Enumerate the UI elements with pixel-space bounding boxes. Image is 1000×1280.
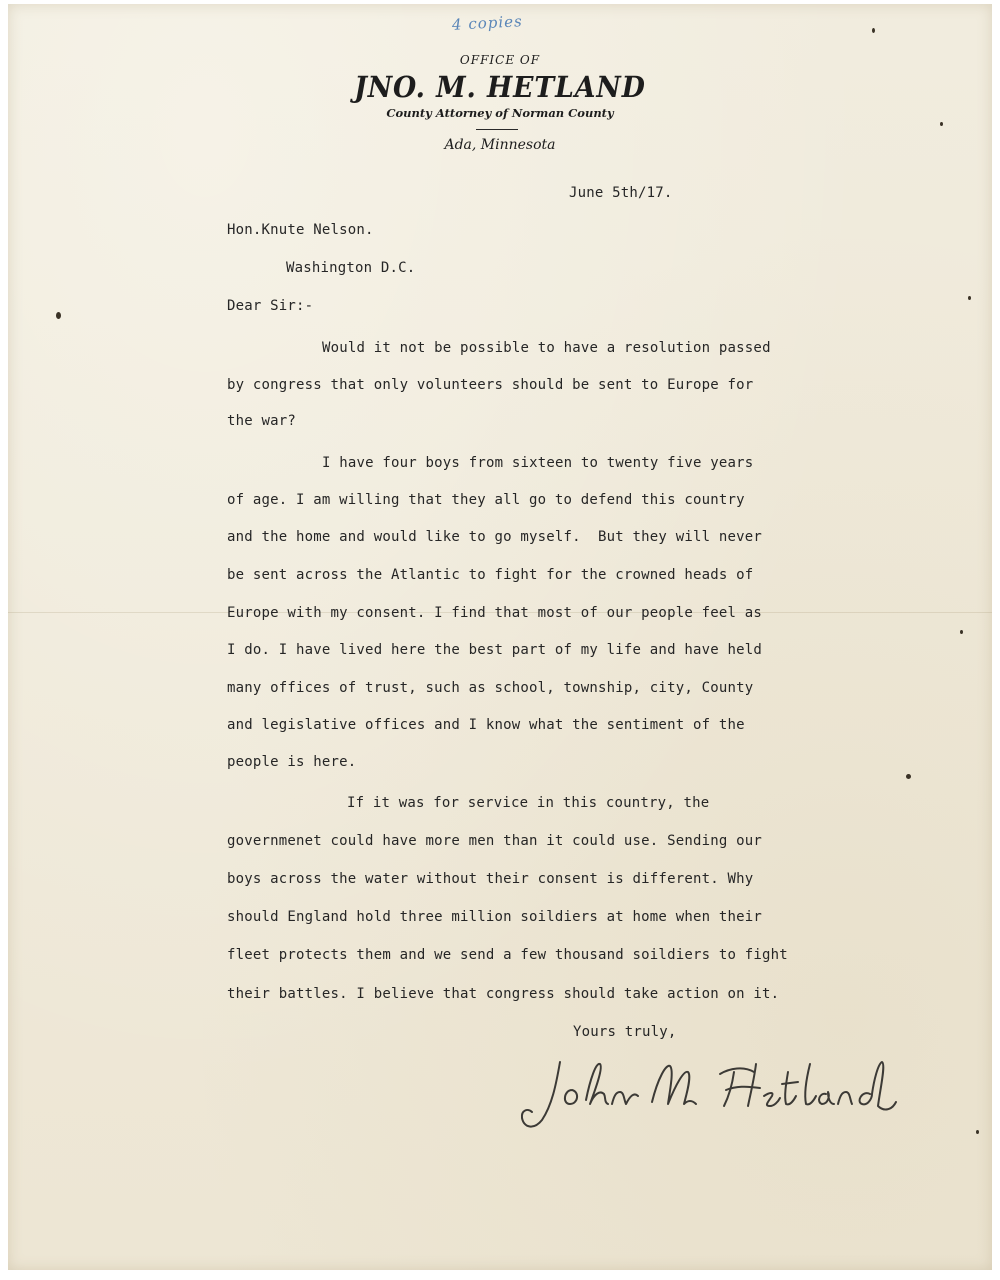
closing: Yours truly,: [573, 1024, 677, 1040]
body-line: I have four boys from sixteen to twenty five years: [322, 455, 754, 471]
letterhead-title: County Attorney of Norman County: [386, 106, 614, 120]
body-line: Would it not be possible to have a resolution passed: [322, 340, 771, 356]
body-line: their battles. I believe that congress should take action on it.: [227, 986, 780, 1002]
body-line: fleet protects them and we send a few thousand soildiers to fight: [227, 947, 788, 963]
body-line: I do. I have lived here the best part of my life and have held: [227, 642, 762, 658]
letterhead-city: Ada, Minnesota: [444, 137, 556, 153]
handwritten-signature: [520, 1050, 900, 1140]
body-line: boys across the water without their consent is different. Why: [227, 871, 754, 887]
paper-speck: [976, 1130, 979, 1134]
body-line: governmenet could have more men than it could use. Sending our: [227, 833, 762, 849]
letter-date: June 5th/17.: [569, 185, 673, 201]
paper-speck: [906, 774, 911, 779]
letterhead-rule: [476, 129, 518, 130]
body-line: many offices of trust, such as school, township, city, County: [227, 680, 754, 696]
letterhead-name: JNO. M. HETLAND: [354, 70, 646, 104]
paper-speck: [940, 122, 943, 126]
body-line: should England hold three million soildiers at home when their: [227, 909, 762, 925]
body-line: the war?: [227, 413, 297, 429]
body-line: Europe with my consent. I find that most of our people feel as: [227, 605, 762, 621]
body-line: and legislative offices and I know what the sentiment of the: [227, 717, 745, 733]
body-line: by congress that only volunteers should be sent to Europe for: [227, 377, 754, 393]
paper-speck: [872, 28, 875, 33]
salutation: Dear Sir:-: [227, 298, 314, 314]
recipient-location: Washington D.C.: [286, 260, 416, 276]
body-line: people is here.: [227, 754, 357, 770]
body-line: and the home and would like to go myself. But they will never: [227, 529, 762, 545]
body-line: be sent across the Atlantic to fight for the crowned heads of: [227, 567, 754, 583]
body-line: of age. I am willing that they all go to defend this country: [227, 492, 745, 508]
body-line: If it was for service in this country, the: [347, 795, 710, 811]
copies-annotation: 4 copies: [451, 12, 524, 34]
paper-speck: [960, 630, 963, 634]
recipient-name: Hon.Knute Nelson.: [227, 222, 374, 238]
paper-speck: [56, 312, 61, 319]
letterhead-office-of: OFFICE OF: [459, 53, 541, 67]
paper-speck: [968, 296, 971, 300]
